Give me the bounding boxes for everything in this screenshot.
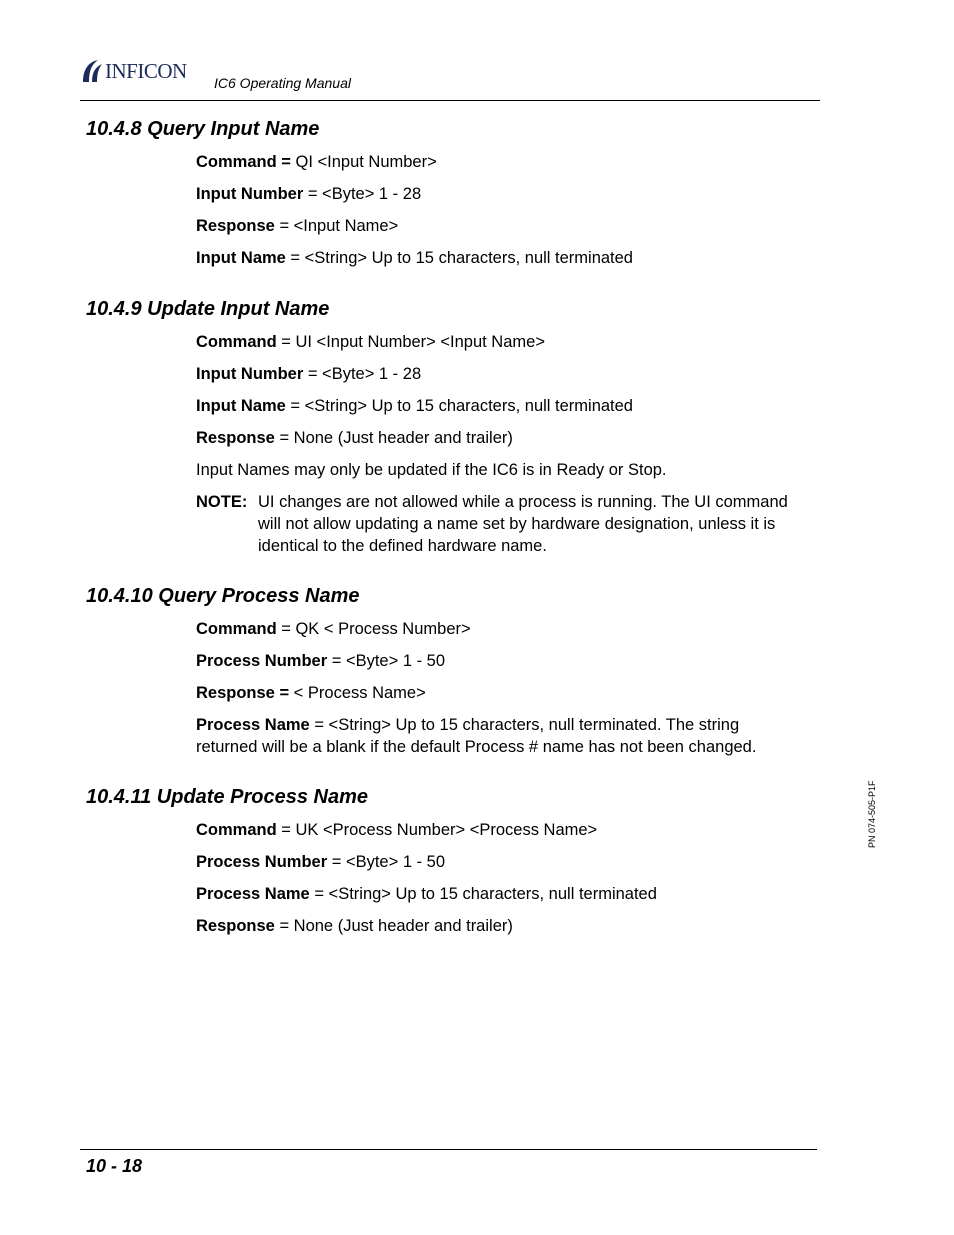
spec-label: Response — [196, 217, 275, 235]
spec-value: = <Byte> 1 - 50 — [327, 853, 446, 871]
spec-line — [196, 714, 796, 758]
spec-label: Input Number — [196, 365, 304, 383]
spec-label: Response = — [196, 684, 290, 702]
note-text: UI changes are not allowed while a process is running. The UI command will not allow updating a name set by hardware designation, unless it is identical to the defined hardware name. — [258, 493, 788, 555]
section-query-process-name — [86, 584, 821, 768]
spec-line — [196, 395, 821, 417]
spec-label: Process Number — [196, 853, 328, 871]
page-footer — [80, 1149, 817, 1176]
spec-line — [196, 331, 821, 353]
logo-text: INFICON — [105, 58, 187, 83]
spec-line — [196, 883, 821, 905]
part-number-label: PN 074-505-P1F — [867, 780, 877, 848]
section-update-process-name — [86, 785, 821, 947]
spec-value: = <String> Up to 15 characters, null terminated — [285, 249, 633, 267]
spec-line — [196, 183, 821, 205]
section-update-input-name — [86, 297, 821, 567]
body-paragraph: Input Names may only be updated if the IC6 is in Ready or Stop. — [196, 461, 667, 479]
inficon-logo — [80, 58, 187, 84]
spec-value: = <String> Up to 15 characters, null terminated — [285, 397, 633, 415]
section-heading: 10.4.8 Query Input Name — [86, 118, 320, 140]
spec-value: = <String> Up to 15 characters, null terminated — [309, 885, 657, 903]
spec-label: Response — [196, 917, 275, 935]
spec-value: QI <Input Number> — [290, 153, 437, 171]
spec-line — [196, 215, 821, 237]
spec-label: Command = — [196, 153, 291, 171]
page-number: 10 - 18 — [86, 1156, 143, 1176]
spec-label: Input Name — [196, 249, 286, 267]
manual-title: IC6 Operating Manual — [214, 75, 351, 91]
spec-line — [196, 915, 821, 937]
spec-value: = QK < Process Number> — [276, 620, 471, 638]
spec-value: = <String> Up to 15 characters, null terminated. The string returned will be a blank if the default Process # name has not been changed. — [196, 716, 757, 756]
note-block — [196, 491, 821, 557]
spec-value: = <Input Name> — [274, 217, 399, 235]
section-heading: 10.4.9 Update Input Name — [86, 298, 330, 320]
spec-value: = UK <Process Number> <Process Name> — [276, 821, 598, 839]
spec-label: Input Name — [196, 397, 286, 415]
spec-line — [196, 682, 821, 704]
spec-line — [196, 618, 821, 640]
spec-line — [196, 151, 821, 173]
spec-value: = <Byte> 1 - 28 — [303, 185, 422, 203]
spec-label: Process Number — [196, 652, 328, 670]
spec-label: Process Name — [196, 885, 310, 903]
spec-label: Input Number — [196, 185, 304, 203]
spec-line — [196, 819, 821, 841]
spec-label: Response — [196, 429, 275, 447]
spec-label: Command — [196, 620, 277, 638]
spec-label: Command — [196, 821, 277, 839]
section-query-input-name — [86, 117, 821, 279]
spec-line — [196, 851, 821, 873]
spec-value: = None (Just header and trailer) — [274, 429, 513, 447]
note-label: NOTE: — [196, 493, 248, 511]
spec-line — [196, 427, 821, 449]
section-heading: 10.4.10 Query Process Name — [86, 585, 360, 607]
spec-line — [196, 650, 821, 672]
spec-value: < Process Name> — [289, 684, 426, 702]
spec-label: Process Name — [196, 716, 310, 734]
page-header — [80, 56, 820, 101]
spec-value: = None (Just header and trailer) — [274, 917, 513, 935]
spec-value: = <Byte> 1 - 50 — [327, 652, 446, 670]
inficon-logo-icon — [80, 58, 104, 84]
spec-line — [196, 247, 821, 269]
spec-value: = <Byte> 1 - 28 — [303, 365, 422, 383]
section-heading: 10.4.11 Update Process Name — [86, 786, 369, 808]
spec-line — [196, 363, 821, 385]
spec-value: = UI <Input Number> <Input Name> — [276, 333, 545, 351]
spec-label: Command — [196, 333, 277, 351]
